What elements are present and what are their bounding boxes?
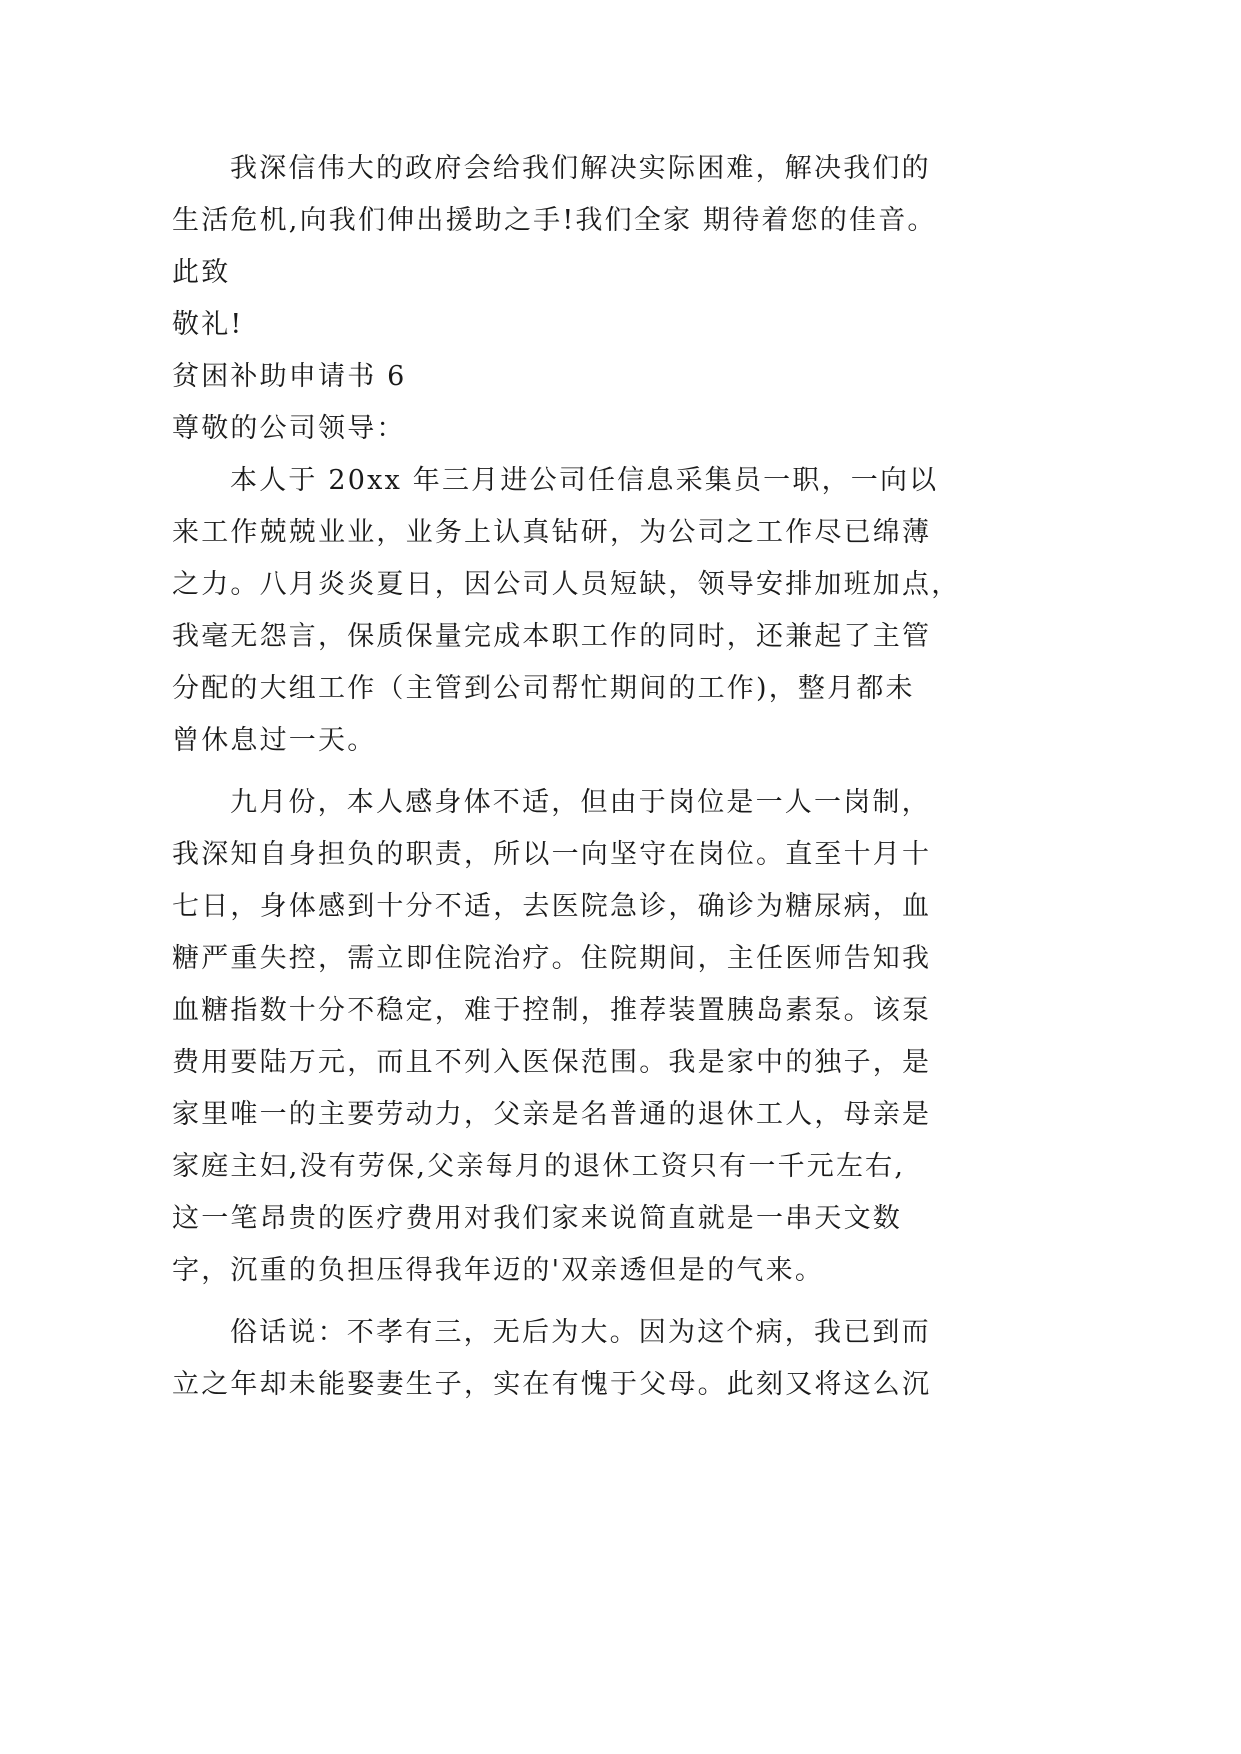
paragraph-2 — [172, 455, 961, 767]
document-page — [172, 143, 961, 1411]
text-line: 家庭主妇,没有劳保,父亲每月的退休工资只有一千元左右, — [172, 1151, 906, 1182]
text-line: 血糖指数十分不稳定，难于控制，推荐装置胰岛素泵。该泵 — [172, 995, 932, 1026]
section-heading: 贫困补助申请书 6 — [172, 361, 407, 392]
salutation: 尊敬的公司领导： — [172, 413, 406, 444]
paragraph-4 — [172, 1307, 942, 1411]
text-line: 本人于 20xx 年三月进公司任信息采集员一职，一向以 — [230, 465, 939, 496]
paragraph-3 — [172, 777, 942, 1297]
text-line: 我毫无怨言，保质保量完成本职工作的同时，还兼起了主管 — [172, 621, 932, 652]
text-line: 糖严重失控，需立即住院治疗。住院期间，主任医师告知我 — [172, 943, 932, 974]
text-line: 费用要陆万元，而且不列入医保范围。我是家中的独子，是 — [172, 1047, 932, 1078]
text-line: 家里唯一的主要劳动力，父亲是名普通的退休工人，母亲是 — [172, 1099, 932, 1130]
closing-salute: 敬礼! — [172, 309, 244, 340]
text-line: 来工作兢兢业业，业务上认真钻研，为公司之工作尽已绵薄 — [172, 517, 932, 548]
text-line: 生活危机,向我们伸出援助之手!我们全家 期待着您的佳音。 — [172, 205, 937, 236]
text-line: 之力。八月炎炎夏日，因公司人员短缺，领导安排加班加点， — [172, 569, 961, 600]
closing-phrase: 此致 — [172, 257, 231, 288]
text-line: 这一笔昂贵的医疗费用对我们家来说简直就是一串天文数 — [172, 1203, 902, 1234]
text-line: 俗话说：不孝有三，无后为大。因为这个病，我已到而 — [230, 1317, 931, 1348]
text-line: 我深知自身担负的职责，所以一向坚守在岗位。直至十月十 — [172, 839, 932, 870]
text-line: 我深信伟大的政府会给我们解决实际困难，解决我们的 — [230, 153, 931, 184]
text-line: 九月份，本人感身体不适，但由于岗位是一人一岗制， — [230, 787, 931, 818]
paragraph-1 — [172, 143, 942, 247]
text-line: 曾休息过一天。 — [172, 725, 377, 756]
text-line: 立之年却未能娶妻生子，实在有愧于父母。此刻又将这么沉 — [172, 1369, 932, 1400]
text-line: 七日，身体感到十分不适，去医院急诊，确诊为糖尿病，血 — [172, 891, 932, 922]
text-line: 字，沉重的负担压得我年迈的'双亲透但是的气来。 — [172, 1255, 825, 1286]
text-line: 分配的大组工作（主管到公司帮忙期间的工作)，整月都未 — [172, 673, 915, 704]
